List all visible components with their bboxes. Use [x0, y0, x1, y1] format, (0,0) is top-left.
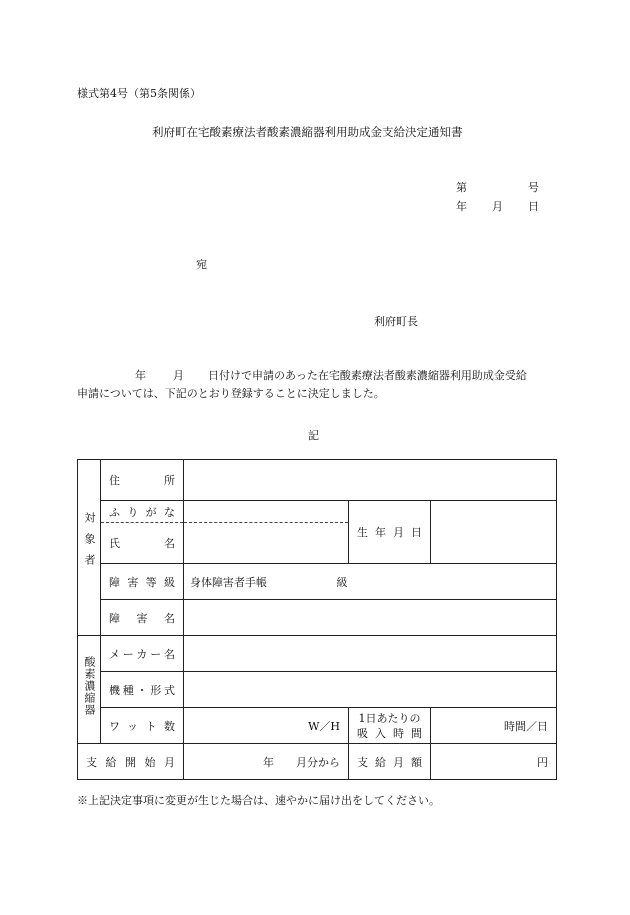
doc-number-dai: 第	[456, 181, 467, 194]
monthly-amount-label: 支給月額	[349, 744, 431, 780]
disability-name-label: 障害名	[101, 600, 184, 636]
maker-label: メーカー名	[101, 636, 184, 672]
date-tsuki: 月	[492, 200, 503, 213]
daily-inhalation-label: 1日あたりの 吸入時間	[349, 708, 431, 744]
disability-name-field[interactable]	[184, 600, 557, 636]
date-nen: 年	[456, 200, 467, 213]
maker-field[interactable]	[184, 636, 557, 672]
address-field[interactable]	[184, 460, 557, 501]
daily-inhalation-field[interactable]: 時間／日	[431, 708, 557, 744]
doc-number-go: 号	[528, 181, 539, 194]
addressee-suffix: 宛	[196, 258, 207, 271]
address-label: 住所	[101, 460, 184, 501]
date-hi: 日	[528, 200, 539, 213]
model-field[interactable]	[184, 672, 557, 708]
issuer: 利府町長	[374, 315, 418, 328]
change-notice: ※上記決定事項に変更が生じた場合は、速やかに届け出をしてください。	[77, 794, 440, 807]
body-date-nen: 年	[135, 369, 146, 382]
details-table	[77, 459, 557, 780]
wattage-label: ワット数	[101, 708, 184, 744]
monthly-amount-field[interactable]: 円	[431, 744, 557, 780]
document-title: 利府町在宅酸素療法者酸素濃縮器利用助成金支給決定通知書	[152, 125, 463, 139]
body-line-1: 日付けで申請のあった在宅酸素療法者酸素濃縮器利用助成金受給	[208, 369, 527, 382]
wattage-field[interactable]: W／H	[184, 708, 349, 744]
ki-heading: 記	[308, 429, 319, 442]
name-field[interactable]	[184, 523, 349, 564]
disability-grade-value: 身体障害者手帳	[190, 575, 267, 589]
device-group-label: 酸素濃縮器	[78, 636, 101, 744]
disability-grade-unit: 級	[336, 575, 348, 589]
model-label: 機種・形式	[101, 672, 184, 708]
birthdate-label: 生年月日	[349, 501, 431, 564]
disability-grade-field[interactable]	[184, 564, 557, 600]
furigana-label: ふりがな	[101, 501, 184, 523]
furigana-field[interactable]	[184, 501, 349, 523]
birthdate-field[interactable]	[431, 501, 557, 564]
disability-grade-label: 障害等級	[101, 564, 184, 600]
subject-group-label: 対象者	[78, 460, 101, 636]
name-label: 氏名	[101, 523, 184, 564]
start-month-field[interactable]: 年 月分から	[184, 744, 349, 780]
body-line-2: 申請については、下記のとおり登録することに決定しました。	[77, 387, 385, 400]
start-month-label: 支給開始月	[78, 744, 184, 780]
form-number: 様式第4号（第5条関係）	[77, 87, 201, 100]
body-date-tsuki: 月	[173, 369, 184, 382]
